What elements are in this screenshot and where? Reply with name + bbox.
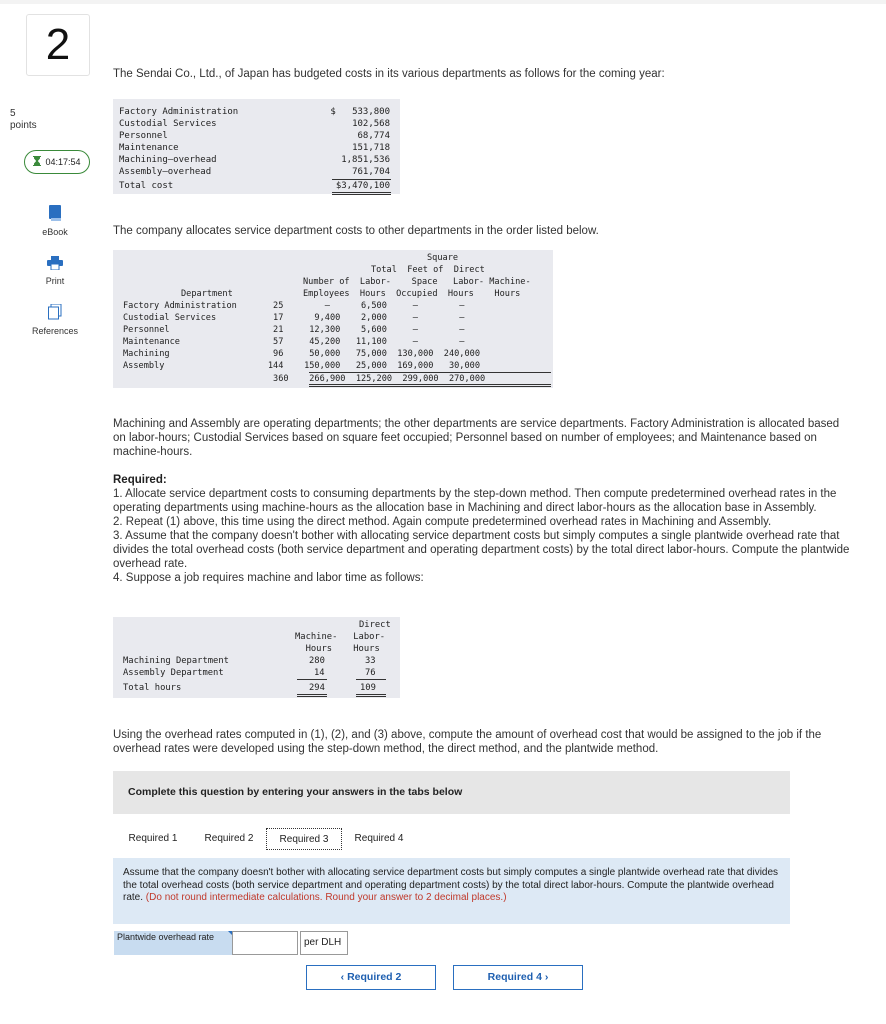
total-double-rule [332, 194, 391, 195]
budget-row-amount: 68,774 [357, 131, 390, 141]
required-item: 1. Allocate service department costs to consuming departments by the step-down method. Then compute predetermined overhead rates in the operating departments using machine-hours as the allocation base in Machining and direct labor-hours as the allocation base in Assembly. [113, 488, 837, 514]
budget-total-label: Total cost [119, 181, 174, 191]
next-required-4-button[interactable]: Required 4 › [453, 965, 583, 990]
budget-row-name: Assembly–overhead [119, 167, 212, 177]
job-row-name: Machining Department [123, 656, 229, 666]
budget-total: $3,470,100 [335, 181, 390, 191]
budget-row-name: Maintenance [119, 143, 179, 153]
points-label: points [10, 120, 37, 131]
book-icon [20, 205, 90, 223]
timer-value: 04:17:54 [45, 157, 81, 167]
required-item: 2. Repeat (1) above, this time using the direct method. Again compute predetermined overhead rates in Machining and Assembly. [113, 516, 772, 528]
budget-table [113, 99, 400, 194]
alloc-total-row: 360 266,900 125,200 299,000 270,000 [123, 374, 486, 384]
alloc-header: Square [427, 253, 459, 263]
alloc-total-rule [309, 384, 551, 385]
tab-required-4[interactable]: Required 4 [354, 833, 404, 844]
budget-row-amount: $ 533,800 [330, 107, 390, 117]
job-hours-table [113, 617, 400, 698]
required-item: 3. Assume that the company doesn't bother with allocating service department costs but simply computes a single plantwide overhead rate that divides the total overhead costs (both service department and operating department costs) by the total direct labor-hours. Compute the plantwide overhead rate. [113, 530, 850, 570]
intro-text: The Sendai Co., Ltd., of Japan has budgeted costs in its various departments as follows for the coming year: [113, 68, 665, 80]
alloc-row: Factory Administration 25 – 6,500 – – [123, 301, 465, 311]
alloc-header: Number of Labor- Space Labor- Machine- [303, 277, 531, 287]
job-header: Direct [359, 620, 391, 630]
alloc-row: Custodial Services 17 9,400 2,000 – – [123, 313, 465, 323]
documents-icon [20, 304, 90, 322]
timer [24, 150, 90, 174]
references-button[interactable] [20, 304, 90, 336]
total-rule [332, 192, 391, 193]
ebook-label: eBook [42, 227, 68, 237]
points-value: 5 [10, 108, 16, 119]
required-title: Required: [113, 474, 167, 486]
order-text: The company allocates service department costs to other departments in the order listed below. [113, 225, 599, 237]
job-question-text: Using the overhead rates computed in (1), (2), and (3) above, compute the amount of overhead cost that would be assigned to the job if the overhead rates were developed using the step-down method, the direct method, and the plantwide method. [113, 729, 822, 755]
budget-row-name: Custodial Services [119, 119, 217, 129]
hourglass-icon [33, 156, 41, 168]
prev-required-2-button[interactable]: ‹ Required 2 [306, 965, 436, 990]
rounding-note: (Do not round intermediate calculations. Round your answer to 2 decimal places.) [145, 892, 507, 903]
job-total-rule [356, 694, 386, 695]
top-border [0, 0, 886, 4]
tab-instructions: Assume that the company doesn't bother with allocating service department costs but simply computes a single plantwide overhead rate that divides the total overhead costs (both service department and operating department costs) by the total direct labor-hours. Compute the plantwide overhead rate. [123, 867, 779, 903]
instructions-banner: Complete this question by entering your answers in the tabs below [113, 771, 790, 814]
alloc-header-department: Department [181, 289, 233, 299]
job-total-rule [297, 694, 327, 695]
job-row-dlh: 33 [365, 656, 376, 666]
job-header: Machine- Labor- [295, 632, 386, 642]
references-label: References [31, 326, 79, 336]
points-display [10, 108, 37, 132]
print-button[interactable] [20, 256, 90, 286]
explanation-text: Machining and Assembly are operating departments; the other departments are service departments. Factory Administration is allocated based on labor-hours; Custodial Services based on square feet occupied; Personnel based on number of employees; and Maintenance based on machine-hours. [113, 418, 840, 458]
rate-unit: per DLH [300, 931, 348, 955]
required-item: 4. Suppose a job requires machine and labor time as follows: [113, 572, 424, 584]
job-row-mh: 14 [314, 668, 325, 678]
budget-row-name: Factory Administration [119, 107, 239, 117]
alloc-total-double-rule [309, 386, 551, 387]
job-total-double-rule [356, 696, 386, 697]
allocation-table [113, 250, 553, 388]
budget-row-amount: 102,568 [352, 119, 390, 129]
tab-content-panel [113, 858, 790, 924]
alloc-row: Personnel 21 12,300 5,600 – – [123, 325, 465, 335]
budget-row-amount: 761,704 [352, 167, 390, 177]
job-row-dlh: 76 [365, 668, 376, 678]
budget-row-name: Personnel [119, 131, 168, 141]
job-row-mh: 280 [309, 656, 325, 666]
job-total-dlh: 109 [360, 683, 376, 693]
question-number: 2 [26, 14, 90, 76]
job-total-double-rule [297, 696, 327, 697]
alloc-row: Machining 96 50,000 75,000 130,000 240,000 [123, 349, 480, 359]
job-subtotal-rule [297, 679, 327, 680]
print-label: Print [45, 276, 65, 286]
job-subtotal-rule [356, 679, 386, 680]
tab-required-2[interactable]: Required 2 [204, 833, 254, 844]
budget-row-name: Machining–overhead [119, 155, 217, 165]
plantwide-rate-label: Plantwide overhead rate [114, 931, 232, 955]
alloc-row: Assembly 144 150,000 25,000 169,000 30,000 [123, 361, 480, 371]
budget-row-amount: 151,718 [352, 143, 390, 153]
required-section [113, 473, 863, 585]
plantwide-rate-input[interactable] [232, 931, 298, 955]
job-header: Hours Hours [295, 644, 380, 654]
alloc-row: Maintenance 57 45,200 11,100 – – [123, 337, 465, 347]
tab-required-1[interactable]: Required 1 [128, 833, 178, 844]
job-row-name: Assembly Department [123, 668, 224, 678]
printer-icon [20, 256, 90, 272]
budget-row-amount: 1,851,536 [341, 155, 390, 165]
ebook-button[interactable] [20, 205, 90, 237]
tab-required-3[interactable]: Required 3 [266, 828, 342, 850]
job-total-mh: 294 [309, 683, 325, 693]
alloc-header: Total Feet of Direct [371, 265, 485, 275]
job-total-label: Total hours [123, 683, 182, 693]
alloc-header: Employees Hours Occupied Hours Hours [303, 289, 521, 299]
